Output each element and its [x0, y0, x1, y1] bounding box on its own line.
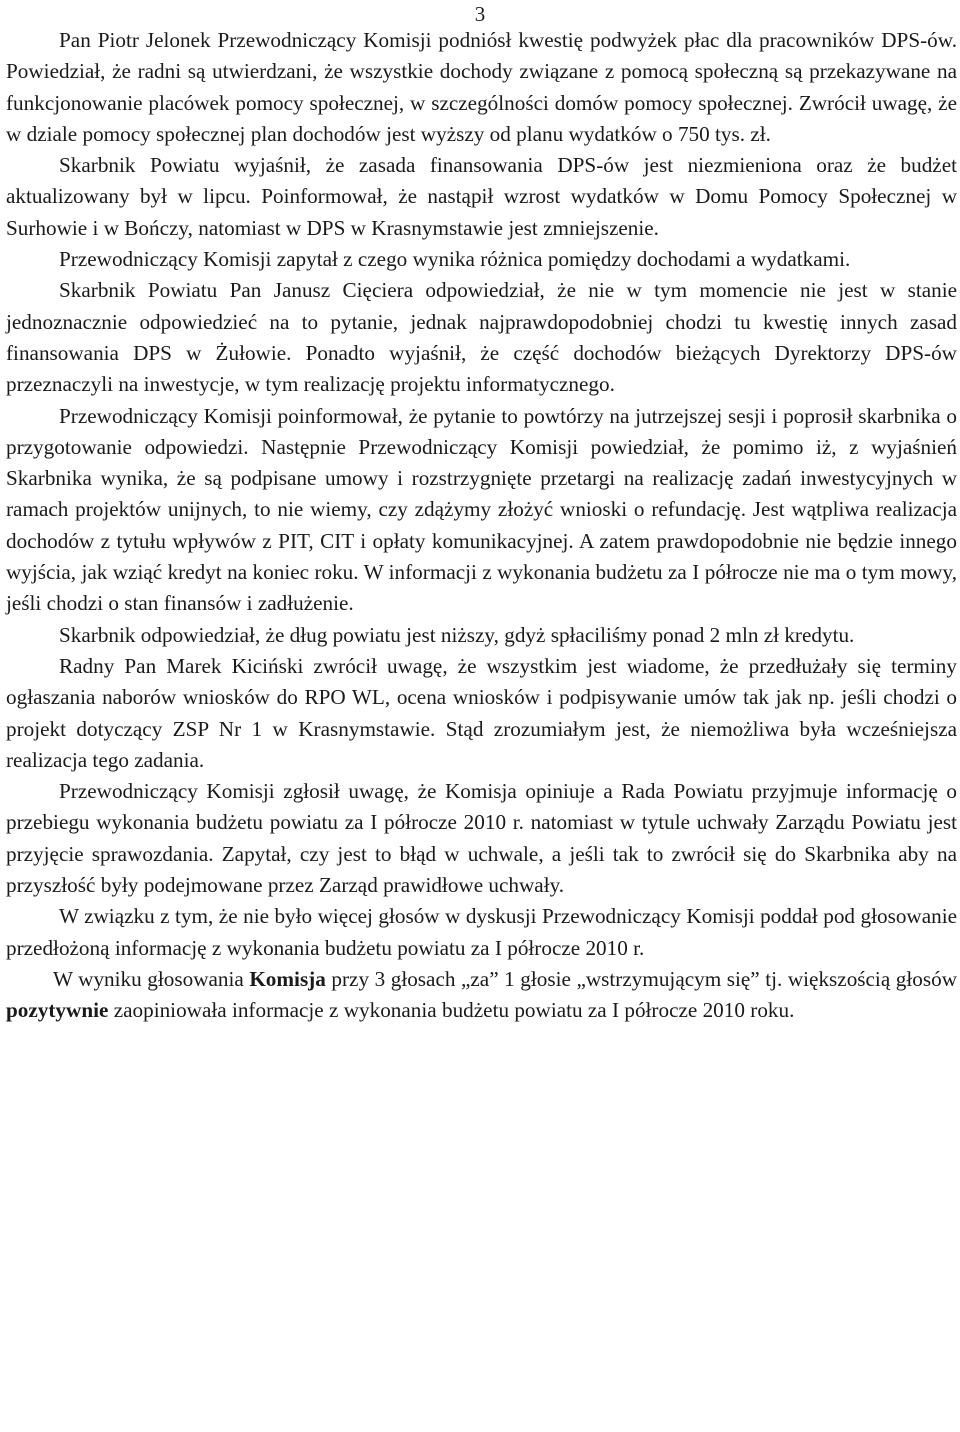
- paragraph-treasurer-debt: Skarbnik odpowiedział, że dług powiatu jest niższy, gdyż spłaciliśmy ponad 2 mln zł kredytu.: [59, 622, 855, 647]
- paragraph-vote-result: [6, 964, 957, 1027]
- paragraph-chairman-resolution: Przewodniczący Komisji zgłosił uwagę, że Komisja opiniuje a Rada Powiatu przyjmuje informację o przebiegu wykonania budżetu powiatu za I półrocze 2010 r. natomiast w tytule uchwały Zarządu Powiatu jest przyjęcie sprawozdania. Zapytał, czy jest to błąd w uchwale, a jeśli tak to zwrócił się do Skarbnika aby na przyszłość były podejmowane przez Zarząd prawidłowe uchwały.: [6, 779, 957, 898]
- paragraph-councillor-remark: Radny Pan Marek Kiciński zwrócił uwagę, że wszystkim jest wiadome, że przedłużały się terminy ogłaszania naborów wniosków do RPO WL, ocena wniosków i podpisywanie umów tak jak np. jeśli chodzi o projekt dotyczący ZSP Nr 1 w Krasnymstawie. Stąd zrozumiałym jest, że niemożliwa była wcześniejsza realizacja tego zadania.: [6, 653, 957, 772]
- vote-result-bold-commission: Komisja: [249, 966, 326, 991]
- vote-result-text-2: przy 3 głosach „za” 1 głosie „wstrzymującym się” tj. większością głosów: [325, 966, 957, 991]
- vote-result-text-1: W wyniku głosowania: [53, 966, 250, 991]
- paragraph-chairman-difference: Przewodniczący Komisji zapytał z czego wynika różnica pomiędzy dochodami a wydatkami.: [59, 247, 851, 272]
- vote-result-text-3: zaopiniowała informacje z wykonania budżetu powiatu za I półrocze 2010 roku.: [108, 998, 795, 1023]
- document-body: [6, 25, 957, 1027]
- paragraph-chairman-session: Przewodniczący Komisji poinformował, że pytanie to powtórzy na jutrzejszej sesji i poprosił skarbnika o przygotowanie odpowiedzi. Następnie Przewodniczący Komisji powiedział, że pomimo iż, z wyjaśnień Skarbnika wynika, że są podpisane umowy i rozstrzygnięte przetargi na realizację zadań inwestycyjnych w ramach projektów unijnych, to nie wiemy, czy zdążymy złożyć wnioski o refundację. Jest wątpliwa realizacja dochodów z tytułu wpływów z PIT, CIT i opłaty komunikacyjnej. A zatem prawdopodobnie nie będzie innego wyjścia, jak wziąć kredyt na koniec roku. W informacji z wykonania budżetu za I półrocze nie ma o tym mowy, jeśli chodzi o stan finansów i zadłużenie.: [6, 403, 957, 616]
- paragraph-treasurer-answer: Skarbnik Powiatu Pan Janusz Cięciera odpowiedział, że nie w tym momencie nie jest w stanie jednoznacznie odpowiedzieć na to pytanie, jednak najprawdopodobniej chodzi tu kwestię innych zasad finansowania DPS w Żułowie. Ponadto wyjaśnił, że część dochodów bieżących Dyrektorzy DPS-ów przeznaczyli na inwestycje, w tym realizację projektu informatycznego.: [6, 278, 957, 397]
- paragraph-treasurer-explanation: Skarbnik Powiatu wyjaśnił, że zasada finansowania DPS-ów jest niezmieniona oraz że budżet aktualizowany był w lipcu. Poinformował, że nastąpił wzrost wydatków w Domu Pomocy Społecznej w Surhowie i w Bończy, natomiast w DPS w Krasnymstawie jest zmniejszenie.: [6, 153, 957, 240]
- paragraph-vote-call: W związku z tym, że nie było więcej głosów w dyskusji Przewodniczący Komisji poddał pod głosowanie przedłożoną informację z wykonania budżetu powiatu za I półrocze 2010 r.: [6, 904, 957, 960]
- vote-result-bold-positive: pozytywnie: [6, 998, 109, 1023]
- page-number: 3: [474, 2, 486, 26]
- paragraph-chairman-question: Pan Piotr Jelonek Przewodniczący Komisji podniósł kwestię podwyżek płac dla pracowników DPS-ów. Powiedział, że radni są utwierdzani, że wszystkie dochody związane z pomocą społeczną są przekazywane na funkcjonowanie placówek pomocy społecznej, w szczególności domów pomocy społecznej. Zwrócił uwagę, że w dziale pomocy społecznej plan dochodów jest wyższy od planu wydatków o 750 tys. zł.: [6, 28, 957, 146]
